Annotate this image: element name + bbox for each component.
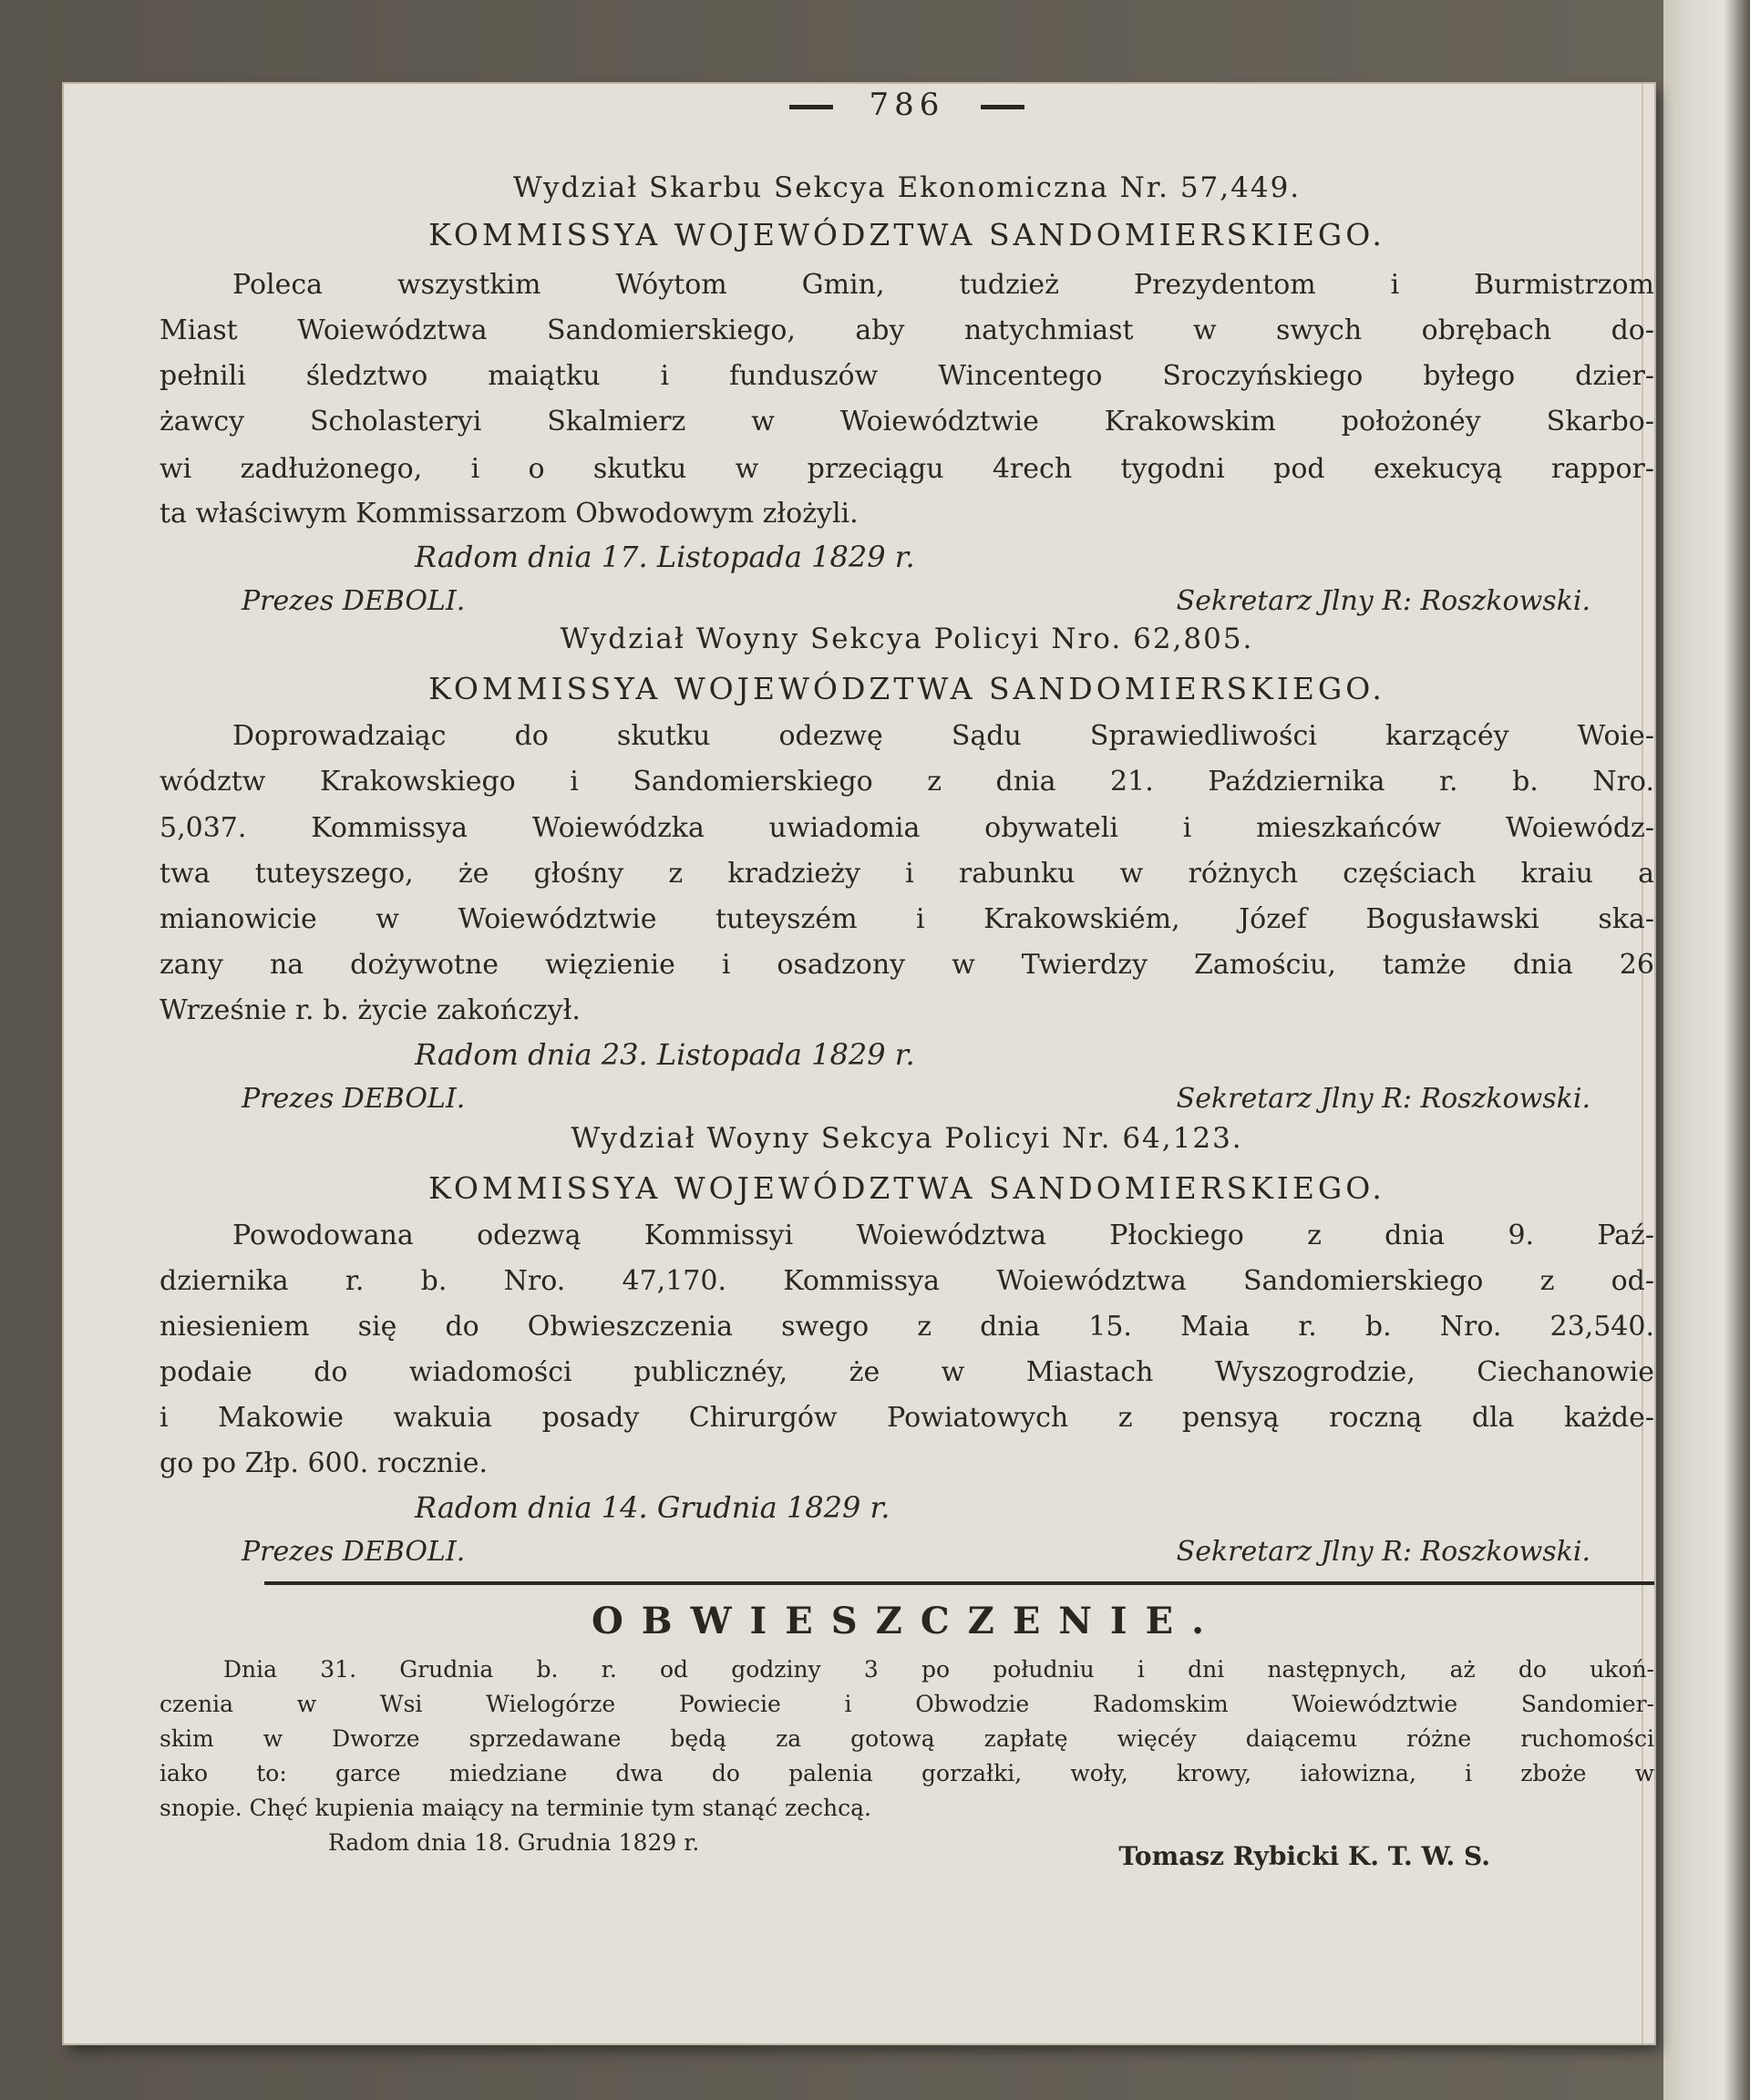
- notice-body-line: iako to: garce miedziane dwa do palenia gorzałki, woły, krowy, iałowizna, i zboże w: [160, 1760, 1654, 1786]
- section-3-header: Wydział Woyny Sekcya Policyi Nr. 64,123.: [571, 1122, 1243, 1155]
- notice-body-line: czenia w Wsi Wielogórze Powiecie i Obwodzie Radomskim Woiewództwie Sandomier-: [160, 1691, 1654, 1717]
- section-2-body-line: mianowicie w Woiewództwie tuteyszém i Krakowskiém, Józef Bogusławski ska-: [160, 903, 1654, 935]
- notice-body-line: snopie. Chęć kupienia maiący na terminie tym stanąć zechcą.: [160, 1795, 871, 1821]
- section-1-title: KOMMISSYA WOJEWÓDZTWA SANDOMIERSKIEGO.: [428, 217, 1385, 252]
- secretary-signature: Sekretarz Jlny R: Roszkowski.: [1176, 585, 1590, 617]
- section-1-body-line: Poleca wszystkim Wóytom Gmin, tudzież Prezydentom i Burmistrzom: [232, 269, 1654, 301]
- section-2-title: KOMMISSYA WOJEWÓDZTWA SANDOMIERSKIEGO.: [428, 671, 1385, 706]
- section-3-date: Radom dnia 14. Grudnia 1829 r.: [415, 1490, 890, 1525]
- section-1-date: Radom dnia 17. Listopada 1829 r.: [415, 540, 915, 574]
- section-1-body-line: Miast Woiewództwa Sandomierskiego, aby natychmiast w swych obrębach do-: [160, 314, 1654, 346]
- section-3-body-line: dziernika r. b. Nro. 47,170. Kommissya Woiewództwa Sandomierskiego z od-: [160, 1265, 1654, 1297]
- notice-signer: Tomasz Rybicki K. T. W. S.: [1118, 1841, 1490, 1871]
- section-3-body-line: Powodowana odezwą Kommissyi Woiewództwa Płockiego z dnia 9. Paź-: [232, 1220, 1654, 1251]
- notice-body-line: Dnia 31. Grudnia b. r. od godziny 3 po południu i dni następnych, aż do ukoń-: [223, 1656, 1654, 1683]
- section-2-body-line: Doprowadzaiąc do skutku odezwę Sądu Sprawiedliwości karzącéy Woie-: [232, 720, 1654, 752]
- section-3-body-line: podaie do wiadomości publicznéy, że w Miastach Wyszogrodzie, Ciechanowie: [160, 1356, 1654, 1388]
- section-1-body-line: pełnili śledztwo maiątku i funduszów Wincentego Sroczyńskiego byłego dzier-: [160, 360, 1654, 392]
- section-2-body-line: 5,037. Kommissya Woiewódzka uwiadomia obywateli i mieszkańców Woiewódz-: [160, 812, 1654, 844]
- president-signature: Prezes DEBOLI.: [242, 585, 466, 617]
- section-2-body-line: twa tuteyszego, że głośny z kradzieży i rabunku w różnych częściach kraiu a: [160, 858, 1654, 890]
- section-1-body-line: żawcy Scholasteryi Skalmierz w Woiewództwie Krakowskim położonéy Skarbo-: [160, 406, 1654, 438]
- page-number: 786: [869, 87, 945, 123]
- dash-left: [789, 105, 833, 109]
- notice-title: OBWIESZCZENIE.: [591, 1600, 1223, 1642]
- section-3-title: KOMMISSYA WOJEWÓDZTWA SANDOMIERSKIEGO.: [428, 1170, 1385, 1206]
- section-2-body-line: Wrześnie r. b. życie zakończył.: [160, 994, 581, 1026]
- secretary-signature: Sekretarz Jlny R: Roszkowski.: [1176, 1536, 1590, 1568]
- section-1-body-line: ta właściwym Kommissarzom Obwodowym złożyli.: [160, 498, 859, 530]
- dash-right: [981, 105, 1024, 109]
- notice-date: Radom dnia 18. Grudnia 1829 r.: [328, 1829, 700, 1856]
- separator-rule: [264, 1581, 1654, 1585]
- section-3-body-line: go po Złp. 600. rocznie.: [160, 1447, 488, 1479]
- secretary-signature: Sekretarz Jlny R: Roszkowski.: [1176, 1083, 1590, 1115]
- notice-body-line: skim w Dworze sprzedawane będą za gotową zapłatę więcéy daiącemu różne ruchomości: [160, 1725, 1654, 1752]
- president-signature: Prezes DEBOLI.: [242, 1083, 466, 1115]
- section-3-body-line: niesieniem się do Obwieszczenia swego z dnia 15. Maia r. b. Nro. 23,540.: [160, 1311, 1654, 1343]
- section-3-body-line: i Makowie wakuia posady Chirurgów Powiatowych z pensyą roczną dla każde-: [160, 1402, 1654, 1434]
- section-2-header: Wydział Woyny Sekcya Policyi Nro. 62,805.: [560, 623, 1254, 655]
- section-2-body-line: wództw Krakowskiego i Sandomierskiego z dnia 21. Października r. b. Nro.: [160, 766, 1654, 798]
- section-1-header: Wydział Skarbu Sekcya Ekonomiczna Nr. 57,449.: [512, 171, 1302, 204]
- president-signature: Prezes DEBOLI.: [242, 1536, 466, 1568]
- section-2-date: Radom dnia 23. Listopada 1829 r.: [415, 1037, 915, 1072]
- page-number-row: [160, 87, 1654, 123]
- section-1-body-line: wi zadłużonego, i o skutku w przeciągu 4rech tygodni pod exekucyą rappor-: [160, 453, 1654, 485]
- section-2-body-line: zany na dożywotne więzienie i osadzony w Twierdzy Zamościu, tamże dnia 26: [160, 949, 1654, 981]
- adjacent-page-strip: [1663, 0, 1750, 2100]
